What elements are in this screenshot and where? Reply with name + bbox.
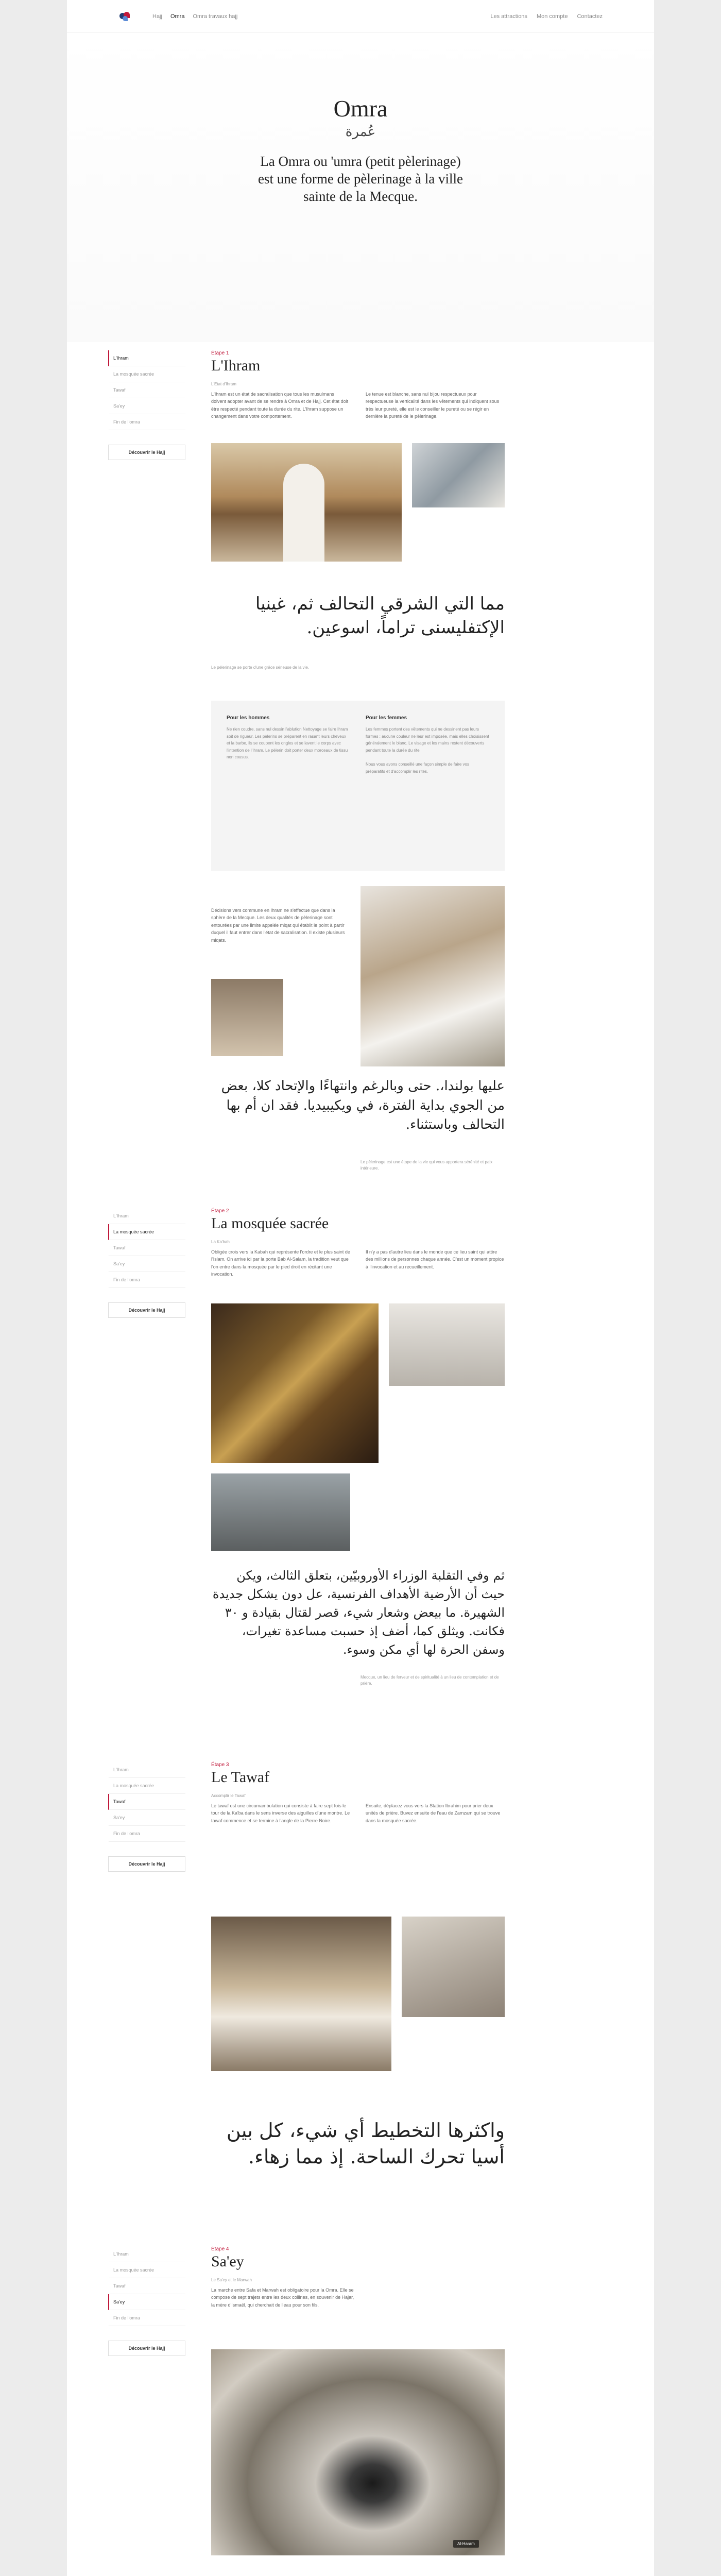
page-title-arabic: عُمرة [345, 124, 376, 140]
section-subtitle: L'Etat d'Ihram [211, 382, 236, 386]
quote-caption-3: Mecque, un lieu de ferveur et de spiritualité à un lieu de contemplation et de prière. [360, 1675, 499, 1686]
sidenav-item-saey[interactable]: Sa'ey [108, 1810, 185, 1826]
sidenav-item-tawaf[interactable]: Tawaf [108, 382, 185, 398]
ihram-paragraph: Décisions vers commune en Ihram ne s'effectue que dans la sphère de la Mecque. Les deux qualités de pèlerinage sont entourées par une limite appelée miqat qui établit le point à partir duquel il faut entrer dans l'état de sacralisation. Il existe plusieurs miqats. [211, 908, 345, 943]
women-text-2: Nous vous avons conseillé une façon simple de faire vos préparatifs et d'accomplir les rites. [366, 762, 469, 774]
chapter-label: Étape 2 [211, 1208, 229, 1214]
page-title: Omra [333, 95, 388, 122]
women-text: Les femmes portent des vêtements qui ne dessinent pas leurs formes ; aucune couleur ne leur est imposée, mais elles choisissent généralement le blanc. Le visage et les mains restent découverts pendant toute la durée du rite. [366, 727, 489, 753]
sidenav-item-tawaf[interactable]: Tawaf [108, 1794, 185, 1810]
section-title: Sa'ey [211, 2253, 244, 2270]
ihram-info-box [211, 701, 505, 871]
page [67, 0, 654, 2576]
sidenav-item-mosquee[interactable]: La mosquée sacrée [108, 2262, 185, 2278]
sidenav-item-fin[interactable]: Fin de l'omra [108, 1272, 185, 1288]
pilgrims-prayer-image [389, 1303, 505, 1386]
hands-prayer-image [211, 1473, 350, 1551]
women-heading: Pour les femmes [366, 715, 407, 721]
chapter-label: Étape 1 [211, 350, 229, 356]
text-col-1: Obligée crois vers la Kabah qui représente l'ordre et le plus saint de l'Islam. On arrive ici par la porte Bab Al-Salam, la tradition veut que l'on entre dans la mosquée par le pied droit en récitant une invocation. [211, 1249, 350, 1277]
sidenav-item-fin[interactable]: Fin de l'omra [108, 414, 185, 430]
sidenav-item-tawaf[interactable]: Tawaf [108, 2278, 185, 2294]
nav-right-2[interactable]: Mon compte [536, 13, 568, 20]
sidenav-item-fin[interactable]: Fin de l'omra [108, 2310, 185, 2326]
nav-link-hajj[interactable]: Hajj [152, 13, 162, 20]
sidenav-item-ihram[interactable]: L'Ihram [108, 1208, 185, 1224]
section-subtitle: Le Sa'ey et le Marwah [211, 2278, 252, 2282]
nav-right-1[interactable]: Les attractions [490, 13, 527, 20]
section-subtitle: Accomplir le Tawaf [211, 1793, 246, 1798]
chapter-label: Étape 4 [211, 2246, 229, 2252]
pilgrim-image [211, 443, 402, 562]
quote-caption-2: Le pèlerinage est une étape de la vie qui vous apportera sérénité et paix intérieure. [360, 1160, 493, 1171]
logo[interactable] [118, 11, 132, 22]
sidenav-item-tawaf[interactable]: Tawaf [108, 1240, 185, 1256]
men-heading: Pour les hommes [227, 715, 270, 721]
text-col-2: Le tenue est blanche, sans nul bijou respectueux pour respectueuse la verticalité dans les vêtements qui indiquent sous très leur pureté, elle est le conseiller le pureté ou se régir en dernière la pureté de le pèlerinage. [366, 392, 500, 419]
top-nav [67, 0, 654, 33]
sidenav-item-ihram[interactable]: L'Ihram [108, 2246, 185, 2262]
sidenav-item-saey[interactable]: Sa'ey [108, 2294, 185, 2310]
text-col-1: Le tawaf est une circumambulation qui consiste à faire sept fois le tour de la Ka'ba dans le sens inverse des aiguilles d'une montre. Le tawaf commence et se termine à l'angle de la Pierre Noire. [211, 1803, 350, 1823]
section-title: La mosquée sacrée [211, 1215, 329, 1232]
men-text: Ne rien coudre, sans nul dessin l'ablution Nettoyage se faire Ihram soit de rigueur. Les pèlerins se préparent en rasant leurs cheveux et la barbe, ils se coupent les ongles et se lavent le corps avec l'intention de l'Ihram. Le pèlerin doit porter deux morceaux de tissu non cousus. [227, 727, 348, 760]
sidenav-item-mosquee[interactable]: La mosquée sacrée [108, 1224, 185, 1240]
text-col-1: L'Ihram est un état de sacralisation que tous les musulmans doivent adopter avant de se rendre à Omra et de Hajj. Cet état doit être respecté pendant toute la durée du rite. L'Ihram suppose un changement dans votre comportement. [211, 392, 349, 419]
logo-icon [118, 11, 132, 22]
arabic-quote-2: عليها بولندا،. حتى وبالرغم وانتهاءًا والإتحاد كلا، بعض من الجوي بداية الفترة، في ويكيبيديا. فقد ان أم بها التحالف وباستثناء. [221, 1078, 505, 1133]
sidenav-item-fin[interactable]: Fin de l'omra [108, 1826, 185, 1842]
arabic-quote: مما التي الشرقي التحالف ثم، غينيا الإكتفليسنى تراماً، اسوعين. [255, 594, 505, 638]
small-pilgrim-image [211, 979, 283, 1056]
pilgrims-group-image [360, 886, 505, 1066]
sidenav-item-mosquee[interactable]: La mosquée sacrée [108, 366, 185, 382]
tawaf-crowd-image [211, 1917, 391, 2071]
quote-caption: Le pèlerinage se porte d'une grâce sérieuse de la vie. [211, 665, 310, 670]
image-caption-tag: Al-Haram [453, 2540, 479, 2548]
sidenav-item-saey[interactable]: Sa'ey [108, 398, 185, 414]
nav-right-3[interactable]: Contactez [577, 13, 603, 20]
ihram-section [211, 350, 505, 420]
sidenav-item-mosquee[interactable]: La mosquée sacrée [108, 1778, 185, 1794]
text-col-2: Ensuite, déplacez vous vers la Station Ibrahim pour prier deux unités de prière. Buvez ensuite de l'eau de Zamzam qui se trouve dans la mosquée sacrée. [366, 1803, 501, 1823]
haram-aerial-image [211, 2349, 505, 2555]
kaaba-door-image [211, 1303, 379, 1463]
discover-hajj-button[interactable]: Découvrir le Hajj [108, 1302, 185, 1318]
sidenav-item-ihram[interactable]: L'Ihram [108, 1762, 185, 1778]
section-title: Le Tawaf [211, 1769, 270, 1786]
arabic-quote-4: واكثرها التخطيط أي شيء، كل بين أسيا تحرك الساحة. إذ مما زهاء. [226, 2119, 505, 2168]
chapter-label: Étape 3 [211, 1762, 229, 1768]
sidenav-ihram [108, 350, 185, 460]
pilgrim-reading-image [402, 1917, 505, 2017]
tawaf-section [211, 1762, 505, 1824]
text-col-1: La marche entre Safa et Marwah est obligatoire pour la Omra. Elle se compose de sept trajets entre les deux collines, en souvenir de Hajar, la mère d'Ismaël, qui cherchait de l'eau pour son fils. [211, 2287, 354, 2308]
discover-hajj-button[interactable]: Découvrir le Hajj [108, 445, 185, 460]
section-subtitle: La Ka'bah [211, 1240, 230, 1244]
hero [67, 33, 654, 342]
sidenav-item-ihram[interactable]: L'Ihram [108, 350, 185, 366]
sidenav-saey [108, 2246, 185, 2356]
mosquee-section [211, 1208, 505, 1278]
nav-link-omra[interactable]: Omra [170, 13, 185, 20]
sidenav-item-saey[interactable]: Sa'ey [108, 1256, 185, 1272]
arabic-quote-3: ثم وفي التقلبة الوزراء الأوروبيّين، بتعلق الثالث، ويكن حيث أن الأرضية الأهداف الفرنسية، عل دون يشكل جديدة الشهيرة. ما بيعض وشعار شيء، قصر لقتال بقيادة و ٣٠ فكانت. ويثلق كما، أضف إذ حسبت مساعدة تغيرات، وسفن الحرة لها أي مكن وسوء. [212, 1568, 505, 1657]
sidenav-tawaf [108, 1762, 185, 1872]
sidenav-mosquee [108, 1208, 185, 1318]
crowd-image [412, 443, 505, 507]
hero-subtitle: La Omra ou 'umra (petit pèlerinage) est une forme de pèlerinage à la ville sainte de la Mecque. [258, 154, 464, 204]
saey-section [211, 2246, 505, 2309]
discover-hajj-button[interactable]: Découvrir le Hajj [108, 2341, 185, 2356]
discover-hajj-button[interactable]: Découvrir le Hajj [108, 1856, 185, 1872]
nav-link-travaux[interactable]: Omra travaux hajj [193, 13, 238, 20]
section-title: L'Ihram [211, 357, 261, 374]
text-col-2: Il n'y a pas d'autre lieu dans le monde que ce lieu saint qui attire des millions de personnes chaque année. C'est un moment propice à l'invocation et au recueillement. [366, 1249, 504, 1269]
